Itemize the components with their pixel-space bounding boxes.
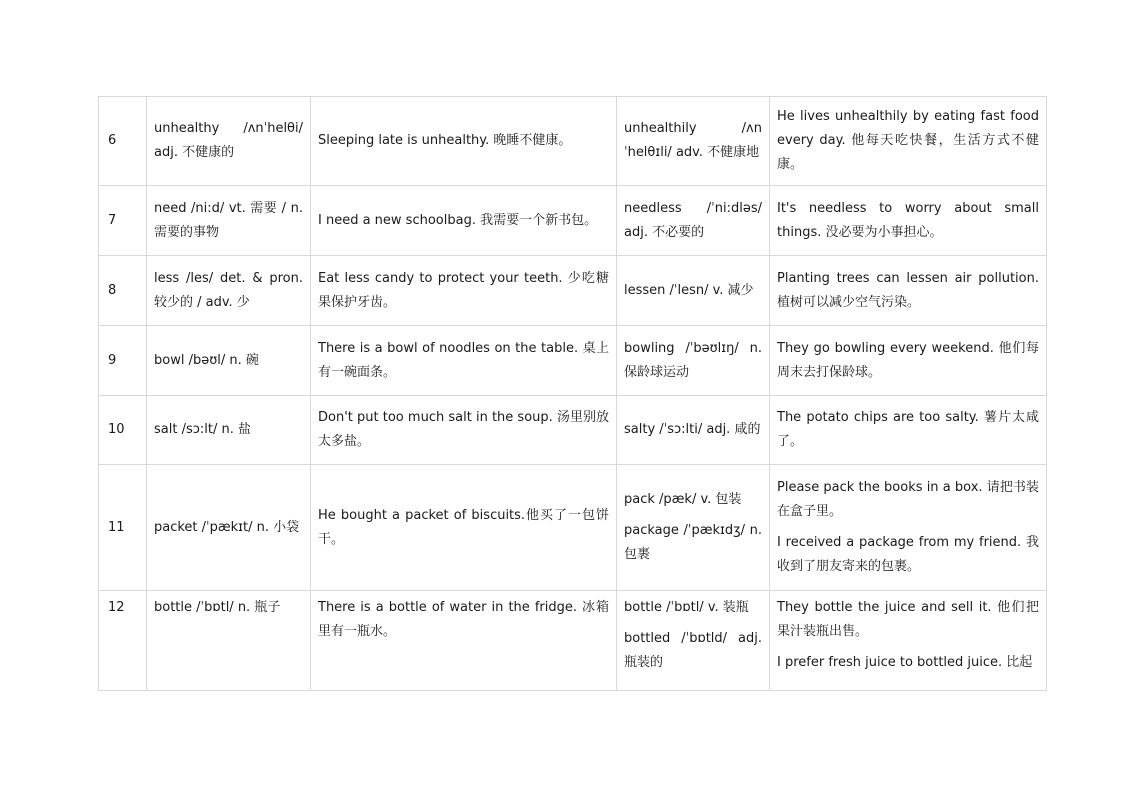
derived-example: They go bowling every weekend. 他们每周末去打保龄球。 <box>770 326 1047 396</box>
derived-example: They bottle the juice and sell it. 他们把果汁装瓶出售。 <box>777 600 1039 639</box>
table-row <box>99 591 1047 691</box>
row-number: 9 <box>99 326 147 396</box>
row-number: 12 <box>99 591 147 691</box>
example-sentence: There is a bowl of noodles on the table. 桌上有一碗面条。 <box>311 326 617 396</box>
derived-word: salty /ˈsɔ:lti/ adj. 咸的 <box>617 396 770 465</box>
row-number: 6 <box>99 97 147 186</box>
word-entry: salt /sɔ:lt/ n. 盐 <box>147 396 311 465</box>
derived-example: The potato chips are too salty. 薯片太咸了。 <box>770 396 1047 465</box>
example-sentence: Eat less candy to protect your teeth. 少吃糖果保护牙齿。 <box>311 256 617 326</box>
derived-word: pack /pæk/ v. 包装 <box>624 492 742 507</box>
word-entry: less /les/ det. & pron. 较少的 / adv. 少 <box>147 256 311 326</box>
row-number: 7 <box>99 186 147 256</box>
derived-examples-cell <box>770 591 1047 691</box>
word-entry: unhealthy /ʌnˈhelθi/ adj. 不健康的 <box>147 97 311 186</box>
derived-words-cell <box>617 591 770 691</box>
table-row <box>99 465 1047 591</box>
word-entry: bowl /bəʊl/ n. 碗 <box>147 326 311 396</box>
vocabulary-table <box>98 96 1047 691</box>
word-entry: bottle /ˈbɒtl/ n. 瓶子 <box>147 591 311 691</box>
table-row <box>99 186 1047 256</box>
derived-words-cell <box>617 465 770 591</box>
example-sentence: Sleeping late is unhealthy. 晚睡不健康。 <box>311 97 617 186</box>
row-number: 11 <box>99 465 147 591</box>
row-number: 10 <box>99 396 147 465</box>
derived-word: package /ˈpækɪdʒ/ n. 包裹 <box>624 523 762 562</box>
derived-example: He lives unhealthily by eating fast food every day. 他每天吃快餐，生活方式不健康。 <box>770 97 1047 186</box>
derived-word: bottled /ˈbɒtld/ adj. 瓶装的 <box>624 631 762 670</box>
example-sentence: He bought a packet of biscuits.他买了一包饼干。 <box>311 465 617 591</box>
derived-word: lessen /ˈlesn/ v. 减少 <box>617 256 770 326</box>
derived-word: bottle /ˈbɒtl/ v. 装瓶 <box>624 600 749 615</box>
table-row <box>99 97 1047 186</box>
example-sentence: There is a bottle of water in the fridge. 冰箱里有一瓶水。 <box>311 591 617 691</box>
table-row <box>99 326 1047 396</box>
derived-example: Please pack the books in a box. 请把书装在盒子里。 <box>777 480 1039 519</box>
example-sentence: I need a new schoolbag. 我需要一个新书包。 <box>311 186 617 256</box>
derived-word: needless /ˈni:dləs/ adj. 不必要的 <box>617 186 770 256</box>
word-entry: packet /ˈpækɪt/ n. 小袋 <box>147 465 311 591</box>
derived-word: unhealthily /ʌnˈhelθɪli/ adv. 不健康地 <box>617 97 770 186</box>
derived-example: It's needless to worry about small things. 没必要为小事担心。 <box>770 186 1047 256</box>
derived-examples-cell <box>770 465 1047 591</box>
table-row <box>99 256 1047 326</box>
row-number: 8 <box>99 256 147 326</box>
word-entry: need /ni:d/ vt. 需要 / n. 需要的事物 <box>147 186 311 256</box>
derived-word: bowling /ˈbəʊlɪŋ/ n. 保龄球运动 <box>617 326 770 396</box>
example-sentence: Don't put too much salt in the soup. 汤里别放太多盐。 <box>311 396 617 465</box>
derived-example: I received a package from my friend. 我收到了朋友寄来的包裹。 <box>777 535 1039 574</box>
derived-example: Planting trees can lessen air pollution. 植树可以减少空气污染。 <box>770 256 1047 326</box>
table-row <box>99 396 1047 465</box>
derived-example: I prefer fresh juice to bottled juice. 比起 <box>777 655 1033 670</box>
